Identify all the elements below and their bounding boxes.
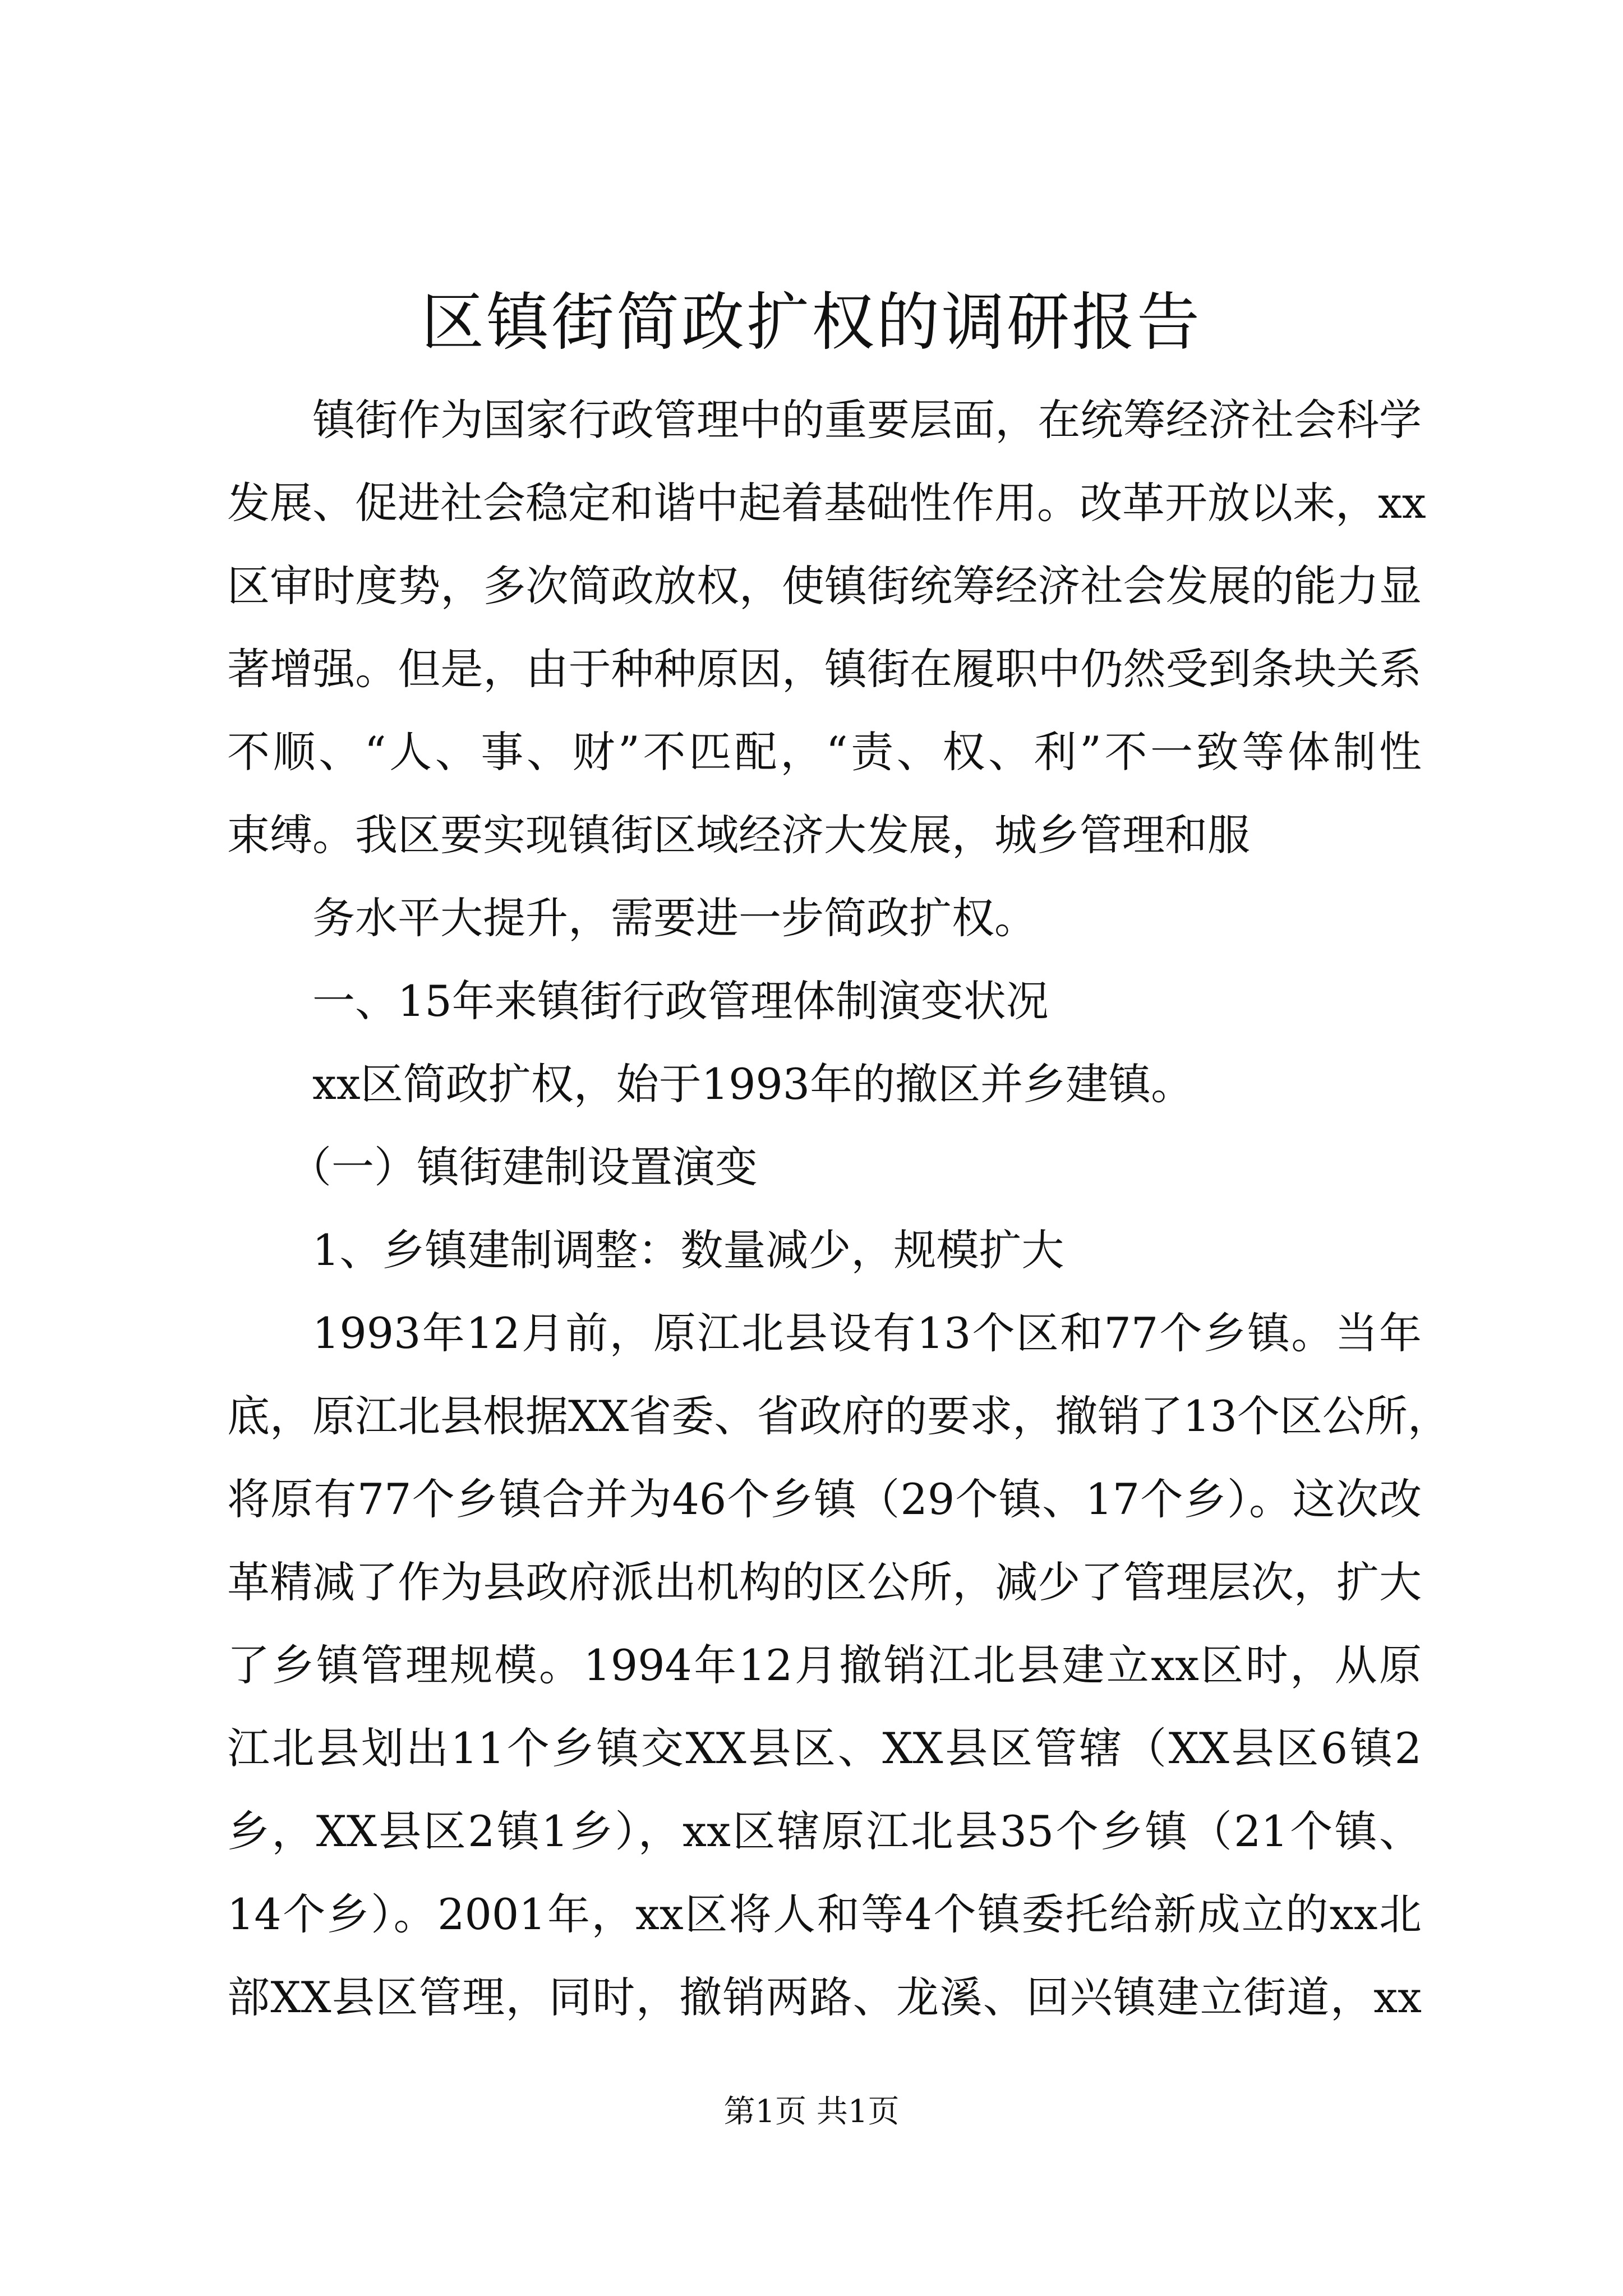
paragraph-line: 江北县划出11个乡镇交XX县区、XX县区管辖（XX县区6镇2 (227, 1723, 1422, 1773)
paragraph-line: 乡，XX县区2镇1乡），xx区辖原江北县35个乡镇（21个镇、 (227, 1806, 1422, 1856)
subsection-heading: （一）镇街建制设置演变 (289, 1142, 758, 1192)
paragraph-line: 部XX县区管理，同时，撤销两路、龙溪、回兴镇建立街道，xx (227, 1972, 1422, 2022)
document-body (227, 379, 1450, 2039)
paragraph-line: 14个乡）。2001年，xx区将人和等4个镇委托给新成立的xx北 (227, 1889, 1422, 1939)
section-heading: 一、15年来镇街行政管理体制演变状况 (312, 976, 1049, 1026)
paragraph-line: 底，原江北县根据XX省委、省政府的要求，撤销了13个区公所， (227, 1391, 1450, 1441)
page-number-footer: 第1页 共1页 (723, 2093, 900, 2130)
paragraph-line: 著增强。但是，由于种种原因，镇街在履职中仍然受到条块关系 (227, 644, 1422, 694)
paragraph-line: 将原有77个乡镇合并为46个乡镇（29个镇、17个乡）。这次改 (227, 1474, 1422, 1524)
paragraph-line: 镇街作为国家行政管理中的重要层面，在统筹经济社会科学 (312, 395, 1422, 445)
paragraph-line: 革精减了作为县政府派出机构的区公所，减少了管理层次，扩大 (227, 1557, 1422, 1607)
paragraph-line: 发展、促进社会稳定和谐中起着基础性作用。改革开放以来，xx (227, 478, 1426, 528)
paragraph-line: 务水平大提升，需要进一步简政扩权。 (312, 893, 1037, 943)
paragraph-line: 了乡镇管理规模。1994年12月撤销江北县建立xx区时，从原 (227, 1640, 1422, 1690)
document-title: 区镇街简政扩权的调研报告 (421, 286, 1202, 359)
paragraph-line: 不顺、“人、事、财”不匹配，“责、权、利”不一致等体制性 (227, 727, 1422, 777)
paragraph-line: xx区简政扩权，始于1993年的撤区并乡建镇。 (312, 1059, 1194, 1109)
paragraph-line: 1993年12月前，原江北县设有13个区和77个乡镇。当年 (312, 1308, 1422, 1358)
paragraph-line: 束缚。我区要实现镇街区域经济大发展，城乡管理和服 (227, 810, 1250, 860)
paragraph-line: 区审时度势，多次简政放权，使镇街统筹经济社会发展的能力显 (227, 561, 1422, 611)
subsection-heading: 1、乡镇建制调整：数量减少，规模扩大 (312, 1225, 1064, 1275)
